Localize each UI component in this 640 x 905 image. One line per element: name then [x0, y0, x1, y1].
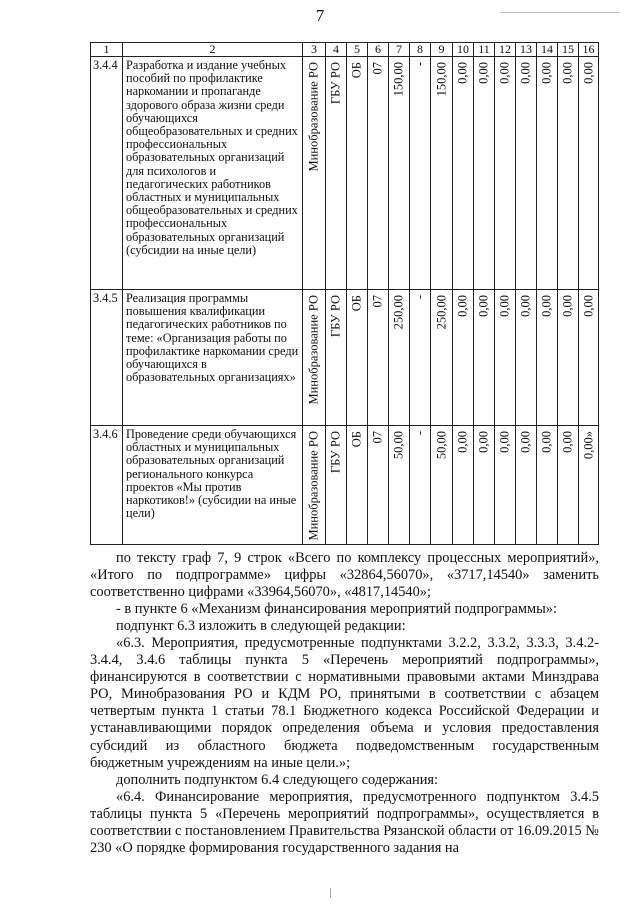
- table-cell: [431, 57, 453, 290]
- cell-value: 0,00: [518, 62, 533, 84]
- table-cell: [474, 57, 495, 290]
- table-cell: [516, 57, 537, 290]
- column-header: 6: [368, 43, 389, 57]
- cell-value: 07: [370, 62, 385, 75]
- table-cell: [537, 290, 558, 426]
- table-cell: [558, 290, 579, 426]
- cell-value: Минобразование РО: [306, 62, 321, 172]
- column-header: 4: [326, 43, 347, 57]
- table-cell: [431, 426, 453, 545]
- table-cell: [453, 290, 474, 426]
- column-header: 12: [495, 43, 516, 57]
- table-cell: [389, 290, 410, 426]
- cell-value: ОБ: [349, 431, 364, 448]
- table-row: [91, 290, 599, 426]
- measure-name: Разработка и издание учебных пособий по профилактике наркомании и пропаганде здорового образа жизни среди обучающихся общеобразовательных и средних профессиональных образовательных организаций для психологов и педагогических работников областных и муниципальных общеобразовательных и средних профессиональных образовательных организаций (субсидии на иные цели): [123, 57, 303, 290]
- paragraph: подпункт 6.3 изложить в следующей редакции:: [116, 618, 406, 635]
- table-cell: [537, 57, 558, 290]
- cell-value: Минобразование РО: [306, 295, 321, 405]
- cell-value: ГБУ РО: [328, 62, 343, 105]
- column-header: 11: [474, 43, 495, 57]
- cell-value: 50,00: [391, 431, 406, 460]
- column-header: 3: [303, 43, 326, 57]
- table-cell: [368, 290, 389, 426]
- table-cell: [326, 426, 347, 545]
- table-cell: [303, 57, 326, 290]
- scan-mark: [330, 888, 331, 898]
- paragraph: по тексту граф 7, 9 строк «Всего по комплексу процессных мероприятий», «Итого по подпрограмме» цифры «32864,56070», «3717,14540» заменить соответственно цифрами «33964,56070», «4817,14540»;: [90, 550, 599, 601]
- cell-value: 0,00: [497, 62, 512, 84]
- cell-value: ГБУ РО: [328, 431, 343, 474]
- table-cell: [474, 290, 495, 426]
- cell-value: 150,00: [391, 62, 406, 97]
- table-cell: [558, 57, 579, 290]
- table-cell: [453, 426, 474, 545]
- column-header: 16: [579, 43, 599, 57]
- paragraph: «6.4. Финансирование мероприятия, предусмотренного подпунктом 3.4.5 таблицы пункта 5 «Перечень мероприятий подпрограммы», осуществляется в соответствии с постановлением Правительства Рязанской области от 16.09.2015 № 230 «О порядке формирования государственного задания на: [90, 788, 599, 856]
- table-cell: [516, 426, 537, 545]
- table-cell: [368, 57, 389, 290]
- table-cell: [326, 290, 347, 426]
- table-cell: [347, 426, 368, 545]
- cell-value: 0,00: [539, 295, 554, 317]
- column-header: 2: [123, 43, 303, 57]
- cell-value: 0,00: [476, 62, 491, 84]
- body-text: [90, 550, 599, 857]
- table-cell: [495, 57, 516, 290]
- table-cell: [410, 57, 431, 290]
- table-cell: [410, 426, 431, 545]
- cell-value: 0,00: [518, 295, 533, 317]
- row-number: 3.4.4: [91, 57, 123, 290]
- table-cell: [389, 57, 410, 290]
- column-header: 8: [410, 43, 431, 57]
- cell-value: 0,00: [455, 295, 470, 317]
- cell-value: Минобразование РО: [306, 431, 321, 541]
- table-cell: [558, 426, 579, 545]
- cell-value: 250,00: [391, 295, 406, 330]
- paragraph: дополнить подпунктом 6.4 следующего содержания:: [116, 771, 439, 788]
- cell-value: -: [412, 62, 427, 67]
- cell-value: 0,00: [476, 295, 491, 317]
- column-header: 15: [558, 43, 579, 57]
- scan-mark: [500, 12, 620, 13]
- cell-value: 0,00: [539, 62, 554, 84]
- table-row: [91, 57, 599, 290]
- table-row: [91, 426, 599, 545]
- table-cell: [579, 426, 599, 545]
- table-cell: [368, 426, 389, 545]
- row-number: 3.4.5: [91, 290, 123, 426]
- table-cell: [495, 426, 516, 545]
- column-header: 13: [516, 43, 537, 57]
- cell-value: 50,00: [434, 431, 448, 460]
- paragraph: «6.3. Мероприятия, предусмотренные подпунктами 3.2.2, 3.3.2, 3.3.3, 3.4.2-3.4.4, 3.4.6 таблицы пункта 5 «Перечень мероприятий подпрограммы», финансируются в соответствии с нормативными правовыми актами Минздрава РО, Минобразования РО и КДМ РО, принятыми в соответствии с абзацем четвертым пункта 1 статьи 78.1 Бюджетного кодекса Российской Федерации и устанавливающими порядок определения объема и условия предоставления субсидий из областного бюджета подведомственным государственным бюджетным учреждениям на иные цели.»;: [90, 635, 599, 771]
- column-header: 5: [347, 43, 368, 57]
- cell-value: 0,00: [455, 62, 470, 84]
- table-cell: [410, 290, 431, 426]
- cell-value: 0,00: [560, 431, 575, 453]
- table-cell: [347, 290, 368, 426]
- table-cell: [537, 426, 558, 545]
- cell-value: 07: [370, 431, 385, 444]
- table-cell: [474, 426, 495, 545]
- cell-value: 0,00: [476, 431, 491, 453]
- column-header: 7: [389, 43, 410, 57]
- cell-value: 0,00: [497, 295, 512, 317]
- cell-value: 0,00: [581, 295, 595, 317]
- cell-value: 07: [370, 295, 385, 308]
- cell-value: ОБ: [349, 62, 364, 79]
- table-header-row: [91, 43, 599, 57]
- cell-value: 0,00: [581, 62, 595, 84]
- table-cell: [516, 290, 537, 426]
- column-header: 9: [431, 43, 453, 57]
- table-cell: [303, 290, 326, 426]
- column-header: 14: [537, 43, 558, 57]
- cell-value: ОБ: [349, 295, 364, 312]
- cell-value: 0,00»: [581, 431, 595, 460]
- cell-value: -: [412, 295, 427, 300]
- column-header: 1: [91, 43, 123, 57]
- table-cell: [389, 426, 410, 545]
- table-cell: [453, 57, 474, 290]
- cell-value: 250,00: [434, 295, 448, 330]
- table-cell: [347, 57, 368, 290]
- cell-value: -: [412, 431, 427, 436]
- cell-value: 0,00: [560, 62, 575, 84]
- table-cell: [303, 426, 326, 545]
- table-cell: [431, 290, 453, 426]
- table-cell: [326, 57, 347, 290]
- cell-value: 150,00: [434, 62, 448, 97]
- cell-value: 0,00: [497, 431, 512, 453]
- measure-name: Реализация программы повышения квалификации педагогических работников по теме: «Организация работы по профилактике наркомании среди обучающихся в образовательных организациях»: [123, 290, 303, 426]
- page-number: 7: [315, 6, 325, 25]
- cell-value: ГБУ РО: [328, 295, 343, 338]
- cell-value: 0,00: [518, 431, 533, 453]
- table-cell: [495, 290, 516, 426]
- column-header: 10: [453, 43, 474, 57]
- row-number: 3.4.6: [91, 426, 123, 545]
- paragraph: - в пункте 6 «Механизм финансирования мероприятий подпрограммы»:: [116, 601, 557, 618]
- cell-value: 0,00: [455, 431, 470, 453]
- cell-value: 0,00: [560, 295, 575, 317]
- measures-table: [90, 42, 599, 545]
- measure-name: Проведение среди обучающихся областных и муниципальных образовательных организаций регионального конкурса проектов «Мы против наркотиков!» (субсидии на иные цели): [123, 426, 303, 545]
- cell-value: 0,00: [539, 431, 554, 453]
- table-cell: [579, 57, 599, 290]
- table-cell: [579, 290, 599, 426]
